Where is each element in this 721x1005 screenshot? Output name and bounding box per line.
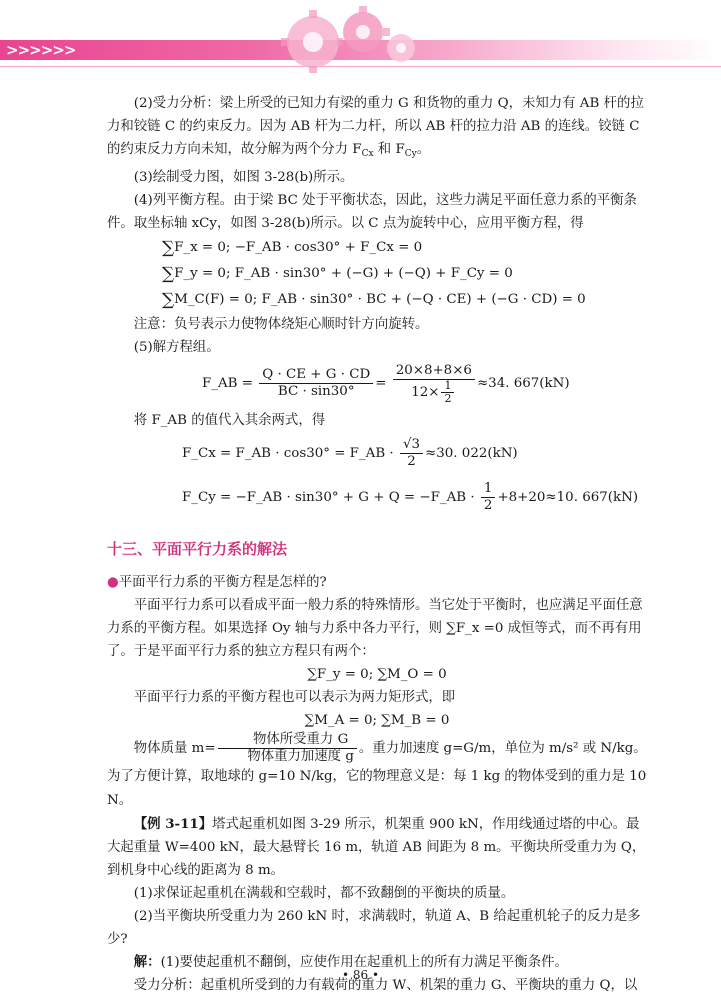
page-header: [0, 0, 721, 78]
bullet-icon: ●: [107, 575, 119, 590]
note-sign: 注意：负号表示力使物体绕矩心顺时针方向旋转。: [133, 317, 429, 332]
equation-sum-fx: ∑F_x = 0; −F_AB · cos30° + F_Cx = 0: [162, 238, 423, 258]
equation-parallel-2: ∑M_A = 0; ∑M_B = 0: [304, 713, 450, 728]
paragraph-equations-intro: (4)列平衡方程。由于梁 BC 处于平衡状态，因此，这些力满足平面任意力系的平衡条件。取坐标轴 xCy，如图 3-28(b)所示。以 C 点为旋转中心，应用平衡方程，得: [107, 193, 637, 231]
equation-sum-fy: ∑F_y = 0; F_AB · sin30° + (−G) + (−Q) + F_Cy = 0: [162, 264, 513, 284]
page-number: • 86 •: [341, 968, 380, 982]
example-question-1: (1)求保证起重机在满载和空载时，都不致翻倒的平衡块的质量。: [133, 886, 515, 901]
equation-fcy: F_Cy = −F_AB · sin30° + G + Q = −F_AB · $\frac{1}{2}$ +8+20≈10. 667(kN): [182, 481, 639, 513]
equation-fab: F_AB = $\frac{Q \cdot CE + G \cdot CD}{BC \cdot \sin 30^\circ}$ = 20×8+8×6 12× $\frac{1}{2}$ ≈34. 667(kN): [202, 362, 570, 405]
paragraph-last: 受力分析：起重机所受到的力有载荷的重力 W、机架的重力 G、平衡块的重力 Q，以: [133, 978, 638, 993]
paragraph-force-analysis: (2)受力分析：梁上所受的已知力有梁的重力 G 和货物的重力 Q，未知力有 AB 杆的拉力和铰链 C 的约束反力。因为 AB 杆为二力杆，所以 AB 杆的拉力沿 AB 的连线。铰链 C 的约束反力方向未知，故分解为两个分力 $F_{Cx}$ 和 $F_{Cy}$。: [107, 96, 644, 159]
section-title: 十三、平面平行力系的解法: [107, 540, 288, 558]
paragraph-draw-diagram: (3)绘制受力图，如图 3-28(b)所示。: [133, 170, 354, 185]
paragraph-solve: (5)解方程组。: [133, 340, 220, 355]
equation-sum-mc: ∑M_C(F) = 0; F_AB · sin30° · BC + (−Q · CE) + (−G · CD) = 0: [162, 290, 586, 310]
header-chevrons: >>>>>>: [6, 41, 76, 59]
paragraph-mass: 物体质量 m= $\frac{\text{物体所受重力 G}}{\text{物体重力加速度 g}}$ 。重力加速度 g=G/m，单位为 m/s² 或 N/kg。为了方便计算，取地球的 g=10 N/kg，它的物理意义是：每 1 kg 的物体受到的重力是 10 N。: [107, 732, 647, 808]
example-question-2: (2)当平衡块所受重力为 260 kN 时，求满载时，轨道 A、B 给起重机轮子的反力是多少?: [107, 909, 641, 947]
example-statement: 【例 3-11】塔式起重机如图 3-29 所示，机架重 900 kN，作用线通过塔的中心。最大起重量 W=400 kN，最大悬臂长 16 m，轨道 AB 间距为 8 m。平衡块所受重力为 Q，到机身中心线的距离为 8 m。: [107, 816, 646, 878]
equation-parallel-1: ∑F_y = 0; ∑M_O = 0: [307, 667, 447, 682]
paragraph-two-moment: 平面平行力系的平衡方程也可以表示为两力矩形式，即: [133, 690, 456, 705]
equation-fcx: F_Cx = F_AB · cos30° = F_AB · $\frac{√3}{2}$ ≈30. 022(kN): [182, 437, 518, 469]
page-body: [107, 92, 647, 997]
solution-start: 解：(1)要使起重机不翻倒，应使作用在起重机上的所有力满足平衡条件。: [133, 954, 568, 970]
paragraph-substitute: 将 F_AB 的值代入其余两式，得: [133, 413, 326, 428]
gears-decoration-icon: [255, 2, 455, 74]
paragraph-parallel-forces: 平面平行力系可以看成平面一般力系的特殊情形。当它处于平衡时，也应满足平面任意力系的平衡方程。如果选择 Oy 轴与力系中各力平行，则 ∑F_x =0 成恒等式，而不再有用了。于是平面平行力系的独立方程只有两个：: [107, 598, 643, 659]
question-line: ●平面平行力系的平衡方程是怎样的?: [107, 575, 327, 590]
